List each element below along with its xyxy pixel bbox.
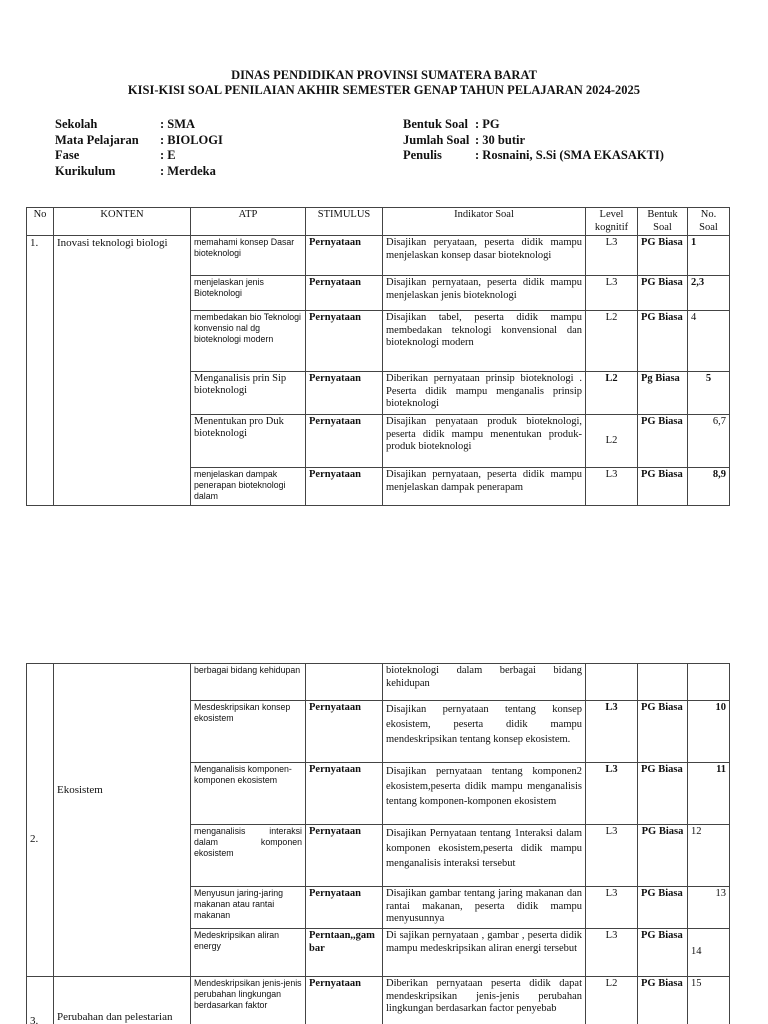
info-value: : BIOLOGI	[160, 132, 223, 147]
col-header-level: Level kognitif	[586, 208, 638, 236]
cell-nosoal: 5	[688, 372, 730, 415]
kisi-kisi-table-1	[26, 207, 730, 506]
cell-level: L3	[586, 701, 638, 763]
cell-bentuk: PG Biasa	[638, 276, 688, 311]
col-header-stimulus: STIMULUS	[306, 208, 383, 236]
cell-nosoal: 4	[688, 311, 730, 372]
cell-atp: Menentukan pro Duk bioteknologi	[191, 415, 306, 468]
cell-atp: menjelaskan dampak penerapan bioteknologi dalam	[191, 468, 306, 506]
info-label: Sekolah	[55, 117, 98, 131]
cell-stimulus: Pernyataan	[306, 276, 383, 311]
cell-atp: memahami konsep Dasar bioteknologi	[191, 236, 306, 276]
cell-level: L2	[586, 372, 638, 415]
cell-atp: Menyusun jaring-jaring makanan atau rantai makanan	[191, 887, 306, 929]
col-header-indikator: Indikator Soal	[383, 208, 586, 236]
cell-stimulus: Pernyataan	[306, 415, 383, 468]
cell-bentuk: PG Biasa	[638, 825, 688, 887]
cell-indikator: Disajikan pernyataan tentang komponen2 ekosistem,peserta didik mampu menganalisis tentang komponen-komponen ekosistem	[383, 763, 586, 825]
col-header-no: No	[27, 208, 54, 236]
info-value: : Merdeka	[160, 163, 216, 178]
info-value: : E	[160, 148, 176, 162]
info-row-jumlah	[403, 133, 733, 149]
info-right	[403, 117, 733, 164]
cell-no: 1.	[27, 236, 54, 506]
info-row-penulis	[403, 148, 733, 164]
cell-nosoal: 8,9	[688, 468, 730, 506]
cell-stimulus: Pernyataan	[306, 372, 383, 415]
document-title	[0, 68, 768, 98]
cell-nosoal: 1	[688, 236, 730, 276]
info-label: Penulis	[403, 148, 442, 162]
cell-indikator: Diberikan pernyataan peserta didik dapat mendeskripsikan jenis-jenis perubahan lingkungan berdasarkan factor penyebab	[383, 977, 586, 1024]
cell-atp: menjelaskan jenis Bioteknologi	[191, 276, 306, 311]
col-header-konten: KONTEN	[54, 208, 191, 236]
cell-nosoal: 2,3	[688, 276, 730, 311]
cell-atp: Mesdeskripsikan konsep ekosistem	[191, 701, 306, 763]
cell-atp: menganalisis interaksi dalam komponen ekosistem	[191, 825, 306, 887]
cell-atp: membedakan bio Teknologi konvensio nal dg bioteknologi modern	[191, 311, 306, 372]
info-label: Mata Pelajaran	[55, 132, 139, 147]
cell-level: L3	[586, 763, 638, 825]
info-left	[55, 117, 355, 179]
info-row-sekolah	[55, 117, 355, 133]
cell-level: L3	[586, 825, 638, 887]
cell-level	[586, 664, 638, 701]
cell-indikator: Disajikan peryataan, peserta didik mampu menjelaskan konsep dasar bioteknologi	[383, 236, 586, 276]
table-row	[27, 664, 730, 701]
cell-bentuk: PG Biasa	[638, 311, 688, 372]
cell-bentuk: PG Biasa	[638, 701, 688, 763]
col-header-nosoal: No. Soal	[688, 208, 730, 236]
cell-bentuk: PG Biasa	[638, 415, 688, 468]
info-label: Bentuk Soal	[403, 117, 468, 131]
cell-nosoal	[688, 664, 730, 701]
cell-level: L3	[586, 236, 638, 276]
info-row-fase	[55, 148, 355, 164]
info-label: Kurikulum	[55, 163, 116, 178]
cell-no: 2.	[27, 664, 54, 977]
cell-stimulus: Pernyataan	[306, 236, 383, 276]
cell-nosoal: 13	[688, 887, 730, 929]
cell-bentuk: PG Biasa	[638, 887, 688, 929]
cell-stimulus: Pernyataan	[306, 763, 383, 825]
cell-bentuk: PG Biasa	[638, 468, 688, 506]
title-line-2: KISI-KISI SOAL PENILAIAN AKHIR SEMESTER GENAP TAHUN PELAJARAN 2024-2025	[127, 83, 641, 97]
info-label: Jumlah Soal	[403, 132, 470, 147]
cell-indikator: Di sajikan pernyataan , gambar , peserta didik mampu medeskripsikan aliran energi tersebut	[383, 929, 586, 977]
cell-konten: Ekosistem	[54, 664, 191, 977]
cell-nosoal: 12	[688, 825, 730, 887]
table-row	[27, 236, 730, 276]
cell-indikator: Disajikan Pernyataan tentang 1nteraksi dalam komponen ekosistem,peserta didik mampu menganalisis interaksi tersebut	[383, 825, 586, 887]
info-value: : PG	[475, 117, 500, 131]
cell-atp: Menganalisis komponen-komponen ekosistem	[191, 763, 306, 825]
cell-indikator: Disajikan pernyataan, peserta didik mampu menjelaskan dampak penerapam	[383, 468, 586, 506]
info-row-bentuk	[403, 117, 733, 133]
cell-bentuk: PG Biasa	[638, 236, 688, 276]
cell-stimulus: Pernyataan	[306, 468, 383, 506]
cell-stimulus: Pernyataan	[306, 701, 383, 763]
cell-atp: Mendeskripsikan jenis-jenis perubahan lingkungan berdasarkan faktor	[191, 977, 306, 1024]
cell-indikator: Disajikan pernyataan, peserta didik mampu menjelaskan jenis bioteknologi	[383, 276, 586, 311]
cell-no: 3.	[27, 977, 54, 1024]
cell-indikator: Disajikan pernyataan tentang konsep ekosistem, peserta didik mampu mendeskripsikan tentang konsep ekosistem.	[383, 701, 586, 763]
cell-konten: Perubahan dan pelestarian	[54, 977, 191, 1024]
cell-atp: Medeskripsikan aliran energy	[191, 929, 306, 977]
cell-bentuk: PG Biasa	[638, 929, 688, 977]
cell-atp: berbagai bidang kehidupan	[191, 664, 306, 701]
table-row	[27, 977, 730, 1024]
cell-indikator: bioteknologi dalam berbagai bidang kehidupan	[383, 664, 586, 701]
table-header-row	[27, 208, 730, 236]
cell-stimulus: Pernyataan	[306, 977, 383, 1024]
info-value: : 30 butir	[475, 132, 525, 147]
col-header-atp: ATP	[191, 208, 306, 236]
info-value: : SMA	[160, 117, 196, 131]
cell-indikator: Disajikan tabel, peserta didik mampu membedakan teknologi konvensional dan bioteknologi modern	[383, 311, 586, 372]
cell-nosoal: 14	[688, 929, 730, 977]
cell-stimulus: Pernyataan	[306, 825, 383, 887]
cell-level: L2	[586, 311, 638, 372]
cell-bentuk	[638, 664, 688, 701]
cell-konten: Inovasi teknologi biologi	[54, 236, 191, 506]
cell-atp: Menganalisis prin Sip bioteknologi	[191, 372, 306, 415]
cell-level: L3	[586, 887, 638, 929]
col-header-bentuk: Bentuk Soal	[638, 208, 688, 236]
info-row-kurikulum	[55, 164, 355, 180]
cell-bentuk: PG Biasa	[638, 977, 688, 1024]
cell-indikator: Diberikan pernyataan prinsip bioteknologi . Peserta didik mampu menganalis prinsip bioteknologi	[383, 372, 586, 415]
cell-nosoal: 6,7	[688, 415, 730, 468]
cell-stimulus: Pernyataan	[306, 311, 383, 372]
info-value: : Rosnaini, S.Si (SMA EKASAKTI)	[475, 148, 664, 162]
info-row-mapel	[55, 133, 355, 149]
cell-stimulus: Pernyataan	[306, 887, 383, 929]
cell-bentuk: PG Biasa	[638, 763, 688, 825]
info-label: Fase	[55, 148, 80, 162]
cell-stimulus: Perntaan,,gam bar	[306, 929, 383, 977]
cell-bentuk: Pg Biasa	[638, 372, 688, 415]
cell-level: L3	[586, 468, 638, 506]
cell-stimulus	[306, 664, 383, 701]
cell-indikator: Disajikan penyataan produk bioteknologi, peserta didik mampu menentukan produk-produk bioteknologi	[383, 415, 586, 468]
cell-level: L2	[586, 977, 638, 1024]
cell-level: L3	[586, 276, 638, 311]
cell-nosoal: 15	[688, 977, 730, 1024]
cell-level: L3	[586, 929, 638, 977]
kisi-kisi-table-2	[26, 663, 730, 1024]
cell-level: L2	[586, 415, 638, 468]
cell-indikator: Disajikan gambar tentang jaring makanan dan rantai makanan, peserta didik mampu menyusunnya	[383, 887, 586, 929]
cell-nosoal: 10	[688, 701, 730, 763]
cell-nosoal: 11	[688, 763, 730, 825]
title-line-1: DINAS PENDIDIKAN PROVINSI SUMATERA BARAT	[231, 68, 537, 82]
